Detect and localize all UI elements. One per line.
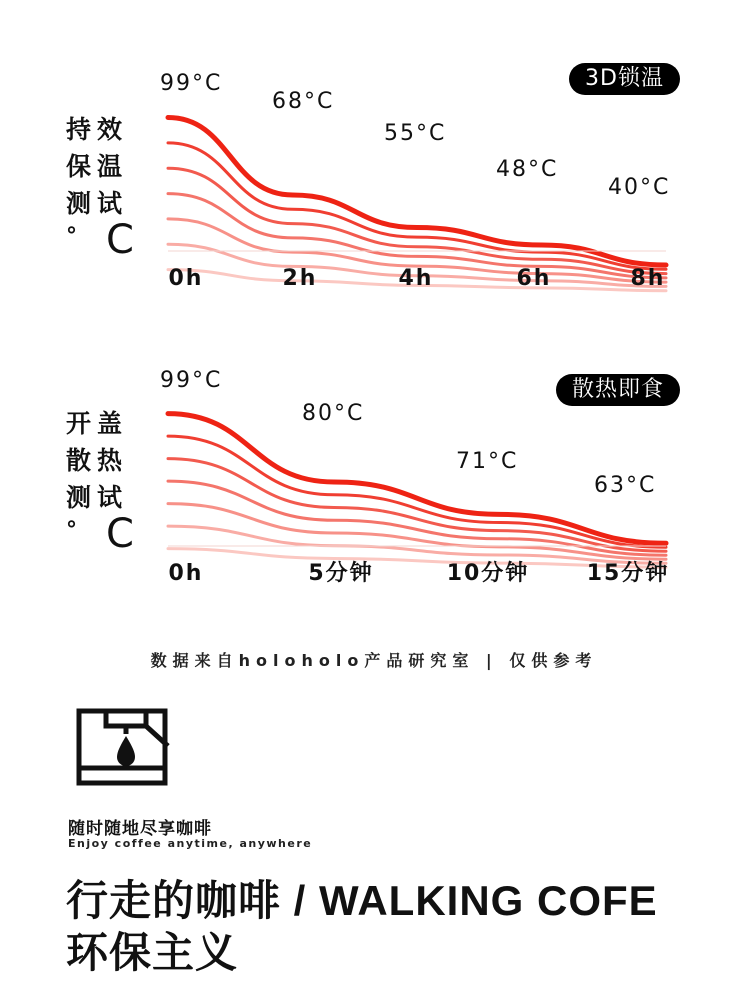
tagline-en: Enjoy coffee anytime, anywhere — [68, 837, 313, 850]
x-tick-label: 0h — [168, 266, 204, 291]
unit-celsius: C — [106, 511, 140, 557]
headline-line-2: 环保主义 — [66, 929, 239, 976]
chart-open-lid-cooling — [0, 360, 748, 600]
y-label-line: 保温 — [66, 152, 129, 181]
x-tick-label: 2h — [282, 266, 318, 291]
data-label: 99°C — [160, 71, 223, 96]
badge-3d-lock-temp: 3D锁温 — [569, 63, 680, 95]
data-label: 68°C — [272, 89, 335, 114]
x-tick-label: 8h — [630, 266, 666, 291]
data-label: 63°C — [594, 473, 657, 498]
x-tick-label: 4h — [398, 266, 434, 291]
badge-cool-to-drink: 散热即食 — [556, 374, 680, 406]
y-label-line: 持效 — [66, 115, 129, 144]
coffee-machine-icon — [76, 708, 172, 788]
data-label: 40°C — [608, 175, 671, 200]
data-label: 55°C — [384, 121, 447, 146]
data-label: 48°C — [496, 157, 559, 182]
y-label-line: 测试 — [66, 483, 129, 512]
x-tick-label: 15分钟 — [586, 561, 670, 586]
data-label: 71°C — [456, 449, 519, 474]
unit-label — [66, 217, 140, 263]
x-tick-label: 5分钟 — [308, 561, 374, 586]
y-axis-label — [66, 405, 140, 557]
y-label-line: 散热 — [66, 446, 129, 475]
y-label-line: 测试 — [66, 189, 129, 218]
data-label: 99°C — [160, 368, 223, 393]
unit-label — [66, 511, 140, 557]
x-tick-label: 6h — [516, 266, 552, 291]
headline-line-1: 行走的咖啡 / WALKING COFE — [66, 877, 658, 924]
unit-degree: ° — [66, 518, 83, 543]
y-axis-label — [66, 111, 140, 263]
headline — [66, 875, 658, 979]
x-tick-label: 0h — [168, 561, 204, 586]
y-label-line: 开盖 — [66, 409, 129, 438]
chart-keep-warm — [0, 55, 748, 305]
unit-celsius: C — [106, 217, 140, 263]
data-source-note: 数据来自holoholo产品研究室 | 仅供参考 — [150, 651, 598, 670]
unit-degree: ° — [66, 224, 83, 249]
data-label: 80°C — [302, 401, 365, 426]
x-tick-label: 10分钟 — [446, 561, 530, 586]
tagline-cn: 随时随地尽享咖啡 — [68, 819, 212, 839]
